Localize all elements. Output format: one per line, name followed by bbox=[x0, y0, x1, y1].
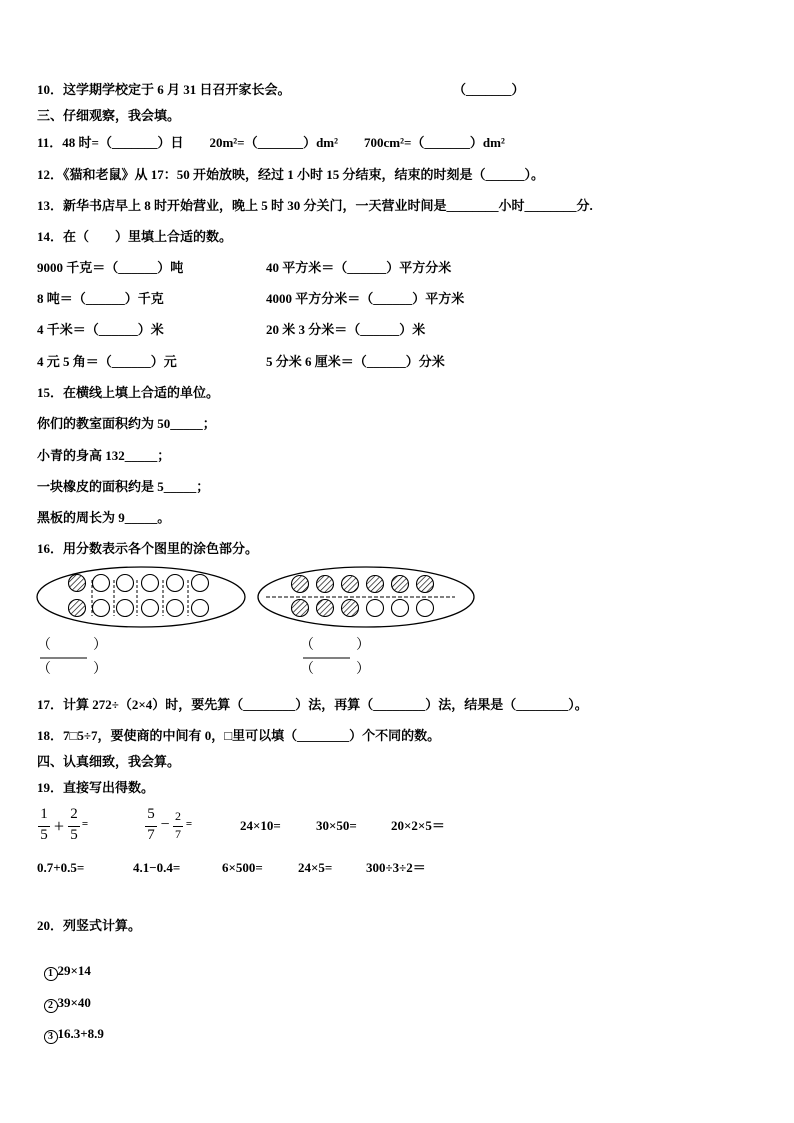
fig1-bottom-circle-3 bbox=[117, 600, 134, 617]
fig2-top-circle-3-shaded bbox=[342, 576, 359, 593]
q16-figure-2 bbox=[258, 567, 474, 627]
q19-row2-item2: 4.1−0.4= bbox=[133, 860, 181, 875]
q15-text: 15．在横线上填上合适的单位。 bbox=[37, 385, 220, 400]
frac2-op: − bbox=[160, 816, 170, 833]
q19-row1-item1: 24×10= bbox=[240, 818, 281, 833]
q20-item-3 bbox=[37, 1010, 104, 1044]
q14-row3-left: 4 千米＝（______）米 bbox=[37, 322, 164, 337]
q14-row2-left: 8 吨＝（______）千克 bbox=[37, 291, 164, 306]
fig1-bottom-circle-2 bbox=[93, 600, 110, 617]
fig1-top-circle-3 bbox=[117, 575, 134, 592]
q20-item-1 bbox=[37, 947, 91, 981]
fig1-bottom-circle-5 bbox=[167, 600, 184, 617]
q15-item-2: 小青的身高 132_____； bbox=[37, 448, 171, 463]
q14-row4-left: 4 元 5 角＝（______）元 bbox=[37, 354, 177, 369]
q16-fig2-denominator-blank[interactable]: （ ） bbox=[300, 661, 370, 677]
fig1-bottom-circle-6 bbox=[192, 600, 209, 617]
circled-number-2: 2 bbox=[44, 999, 58, 1013]
q19-row2-item1: 0.7+0.5= bbox=[37, 860, 85, 875]
q14-row2-right: 4000 平方分米＝（______）平方米 bbox=[266, 291, 465, 306]
q14-row1-right: 40 平方米＝（______）平方分米 bbox=[266, 260, 452, 275]
q16-fig1-denominator-blank[interactable]: （ ） bbox=[37, 661, 107, 677]
q16-fig1-numerator-blank[interactable]: （ ） bbox=[37, 637, 107, 653]
fig1-top-circle-1-shaded bbox=[69, 575, 86, 592]
frac2-d1: 7 bbox=[147, 827, 155, 843]
q14-row1-left: 9000 千克＝（______）吨 bbox=[37, 260, 184, 275]
q19-fraction-expr-2 bbox=[145, 806, 205, 846]
fig1-top-circle-4 bbox=[142, 575, 159, 592]
section-4-heading: 四、认真细致，我会算。 bbox=[37, 754, 181, 769]
q19-row2-item3: 6×500= bbox=[222, 860, 263, 875]
section-3-heading: 三、仔细观察，我会填。 bbox=[37, 108, 181, 123]
frac2-d2: 7 bbox=[175, 827, 181, 841]
fig2-top-circle-5-shaded bbox=[392, 576, 409, 593]
fig1-top-circle-2 bbox=[93, 575, 110, 592]
fig2-top-circle-6-shaded bbox=[417, 576, 434, 593]
q19-row1-item2: 30×50= bbox=[316, 818, 357, 833]
q16-fig2-numerator-blank[interactable]: （ ） bbox=[300, 637, 370, 653]
frac1-n2: 2 bbox=[70, 806, 78, 822]
frac1-eq: = bbox=[81, 818, 89, 830]
fig1-top-circle-5 bbox=[167, 575, 184, 592]
fig2-top-circle-4-shaded bbox=[367, 576, 384, 593]
q14-row4-right: 5 分米 6 厘米＝（______）分米 bbox=[266, 354, 445, 369]
q10-answer-blank[interactable]: （_______） bbox=[453, 82, 525, 97]
fig2-bottom-circle-5 bbox=[392, 600, 409, 617]
fig2-bottom-circle-2-shaded bbox=[317, 600, 334, 617]
q20-expr-2: 39×40 bbox=[57, 995, 91, 1010]
q10-text: 10．这学期学校定于 6 月 31 日召开家长会。 bbox=[37, 82, 291, 97]
q16-figure-1 bbox=[37, 567, 245, 627]
q14-row3-right: 20 米 3 分米＝（______）米 bbox=[266, 322, 426, 337]
fig2-bottom-circle-3-shaded bbox=[342, 600, 359, 617]
q18-text: 18．7□5÷7，要使商的中间有 0，□里可以填（________）个不同的数。 bbox=[37, 728, 441, 743]
fig2-bottom-circle-4 bbox=[367, 600, 384, 617]
q19-row2-item4: 24×5= bbox=[298, 860, 333, 875]
frac2-n1: 5 bbox=[147, 806, 155, 822]
q14-text: 14．在（ ）里填上合适的数。 bbox=[37, 229, 233, 244]
fig1-bottom-circle-4 bbox=[142, 600, 159, 617]
fig1-top-circle-6 bbox=[192, 575, 209, 592]
frac1-d1: 5 bbox=[40, 827, 48, 843]
q20-text: 20．列竖式计算。 bbox=[37, 918, 142, 933]
frac1-op: + bbox=[53, 816, 65, 836]
fig2-top-circle-1-shaded bbox=[292, 576, 309, 593]
q19-fraction-expr-1 bbox=[38, 806, 98, 846]
frac2-eq: = bbox=[185, 818, 193, 830]
q20-expr-3: 16.3+8.9 bbox=[57, 1026, 104, 1041]
q20-item-2 bbox=[37, 979, 91, 1013]
fig1-bottom-circle-1-shaded bbox=[69, 600, 86, 617]
fig2-bottom-circle-6 bbox=[417, 600, 434, 617]
q19-text: 19．直接写出得数。 bbox=[37, 780, 155, 795]
fig2-bottom-circle-1-shaded bbox=[292, 600, 309, 617]
q15-item-4: 黑板的周长为 9_____。 bbox=[37, 510, 171, 525]
q15-item-3: 一块橡皮的面积约是 5_____； bbox=[37, 479, 210, 494]
q11-text: 11．48 时=（_______）日 20m²=（_______）dm² 700cm²=（_______）dm² bbox=[37, 135, 505, 150]
q16-text: 16．用分数表示各个图里的涂色部分。 bbox=[37, 541, 259, 556]
frac2-n2: 2 bbox=[175, 809, 181, 823]
q20-expr-1: 29×14 bbox=[57, 963, 91, 978]
fig2-top-circle-2-shaded bbox=[317, 576, 334, 593]
circled-number-1: 1 bbox=[44, 967, 58, 981]
frac1-d2: 5 bbox=[70, 827, 78, 843]
circled-number-3: 3 bbox=[44, 1030, 58, 1044]
frac1-n1: 1 bbox=[40, 806, 48, 822]
q13-text: 13．新华书店早上 8 时开始营业，晚上 5 时 30 分关门，一天营业时间是________小时________分. bbox=[37, 198, 593, 213]
q19-row2-item5: 300÷3÷2＝ bbox=[366, 860, 426, 875]
q15-item-1: 你们的教室面积约为 50_____； bbox=[37, 416, 216, 431]
q12-text: 12．《猫和老鼠》从 17：50 开始放映，经过 1 小时 15 分结束，结束的时刻是（______）。 bbox=[37, 167, 545, 182]
q19-row1-item3: 20×2×5＝ bbox=[391, 818, 445, 833]
q17-text: 17．计算 272÷（2×4）时，要先算（________）法，再算（________）法，结果是（________）。 bbox=[37, 697, 588, 712]
